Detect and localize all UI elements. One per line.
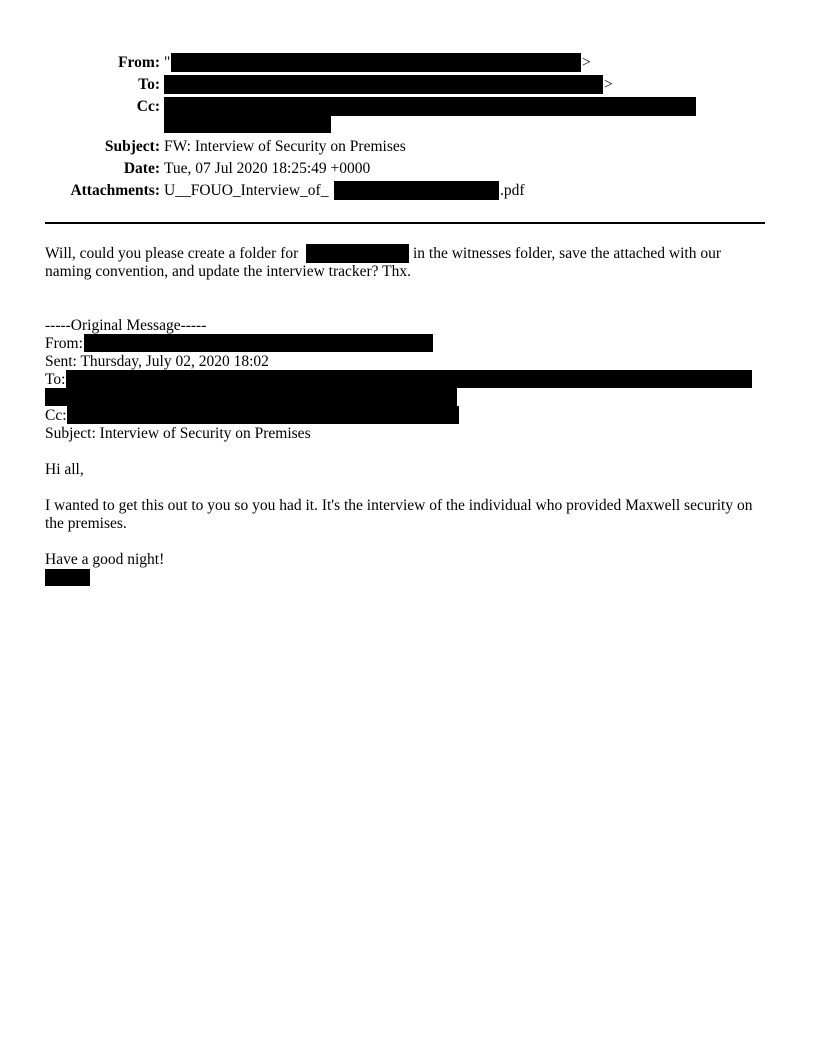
date-label: Date: — [123, 160, 160, 177]
cc-label: Cc: — [136, 98, 160, 115]
subject-value: FW: Interview of Security on Premises — [164, 138, 406, 155]
original-to-label: To: — [45, 371, 66, 388]
to-label: To: — [138, 76, 160, 93]
greeting: Hi all, — [45, 461, 84, 478]
original-from-label: From: — [45, 335, 83, 352]
attachment-redaction — [334, 181, 499, 200]
subject-label: Subject: — [104, 138, 160, 155]
body-line1-start: Will, could you please create a folder for — [45, 245, 299, 262]
body-line2: naming convention, and update the interview tracker? Thx. — [45, 263, 411, 280]
closing: Have a good night! — [45, 551, 165, 568]
original-separator: -----Original Message----- — [45, 317, 207, 334]
original-from-redaction — [84, 334, 433, 352]
cc-redaction-line1 — [164, 97, 696, 116]
attachments-label: Attachments: — [70, 182, 160, 199]
from-suffix: > — [582, 54, 591, 71]
from-prefix: " — [164, 54, 171, 71]
original-message: I wanted to get this out to you so you had it. It's the interview of the individual who provided Maxwell security on the premises. — [45, 497, 753, 532]
from-label: From: — [118, 54, 160, 71]
original-sent: Sent: Thursday, July 02, 2020 18:02 — [45, 353, 269, 370]
date-value: Tue, 07 Jul 2020 18:25:49 +0000 — [164, 160, 371, 177]
original-to-redaction-line1 — [66, 370, 752, 388]
cc-redaction-line2 — [164, 116, 331, 133]
original-subject: Subject: Interview of Security on Premises — [45, 425, 311, 442]
from-redaction — [171, 53, 581, 72]
signature-redaction — [45, 569, 90, 586]
header-divider — [45, 222, 765, 224]
to-suffix: > — [604, 76, 613, 93]
original-cc-label: Cc: — [45, 407, 67, 424]
body-name-redaction — [306, 244, 409, 263]
attachment-suffix: .pdf — [500, 182, 525, 199]
attachment-prefix: U__FOUO_Interview_of_ — [164, 182, 329, 199]
original-cc-redaction — [67, 406, 459, 424]
to-redaction — [164, 75, 603, 94]
original-to-redaction-line2 — [45, 388, 457, 406]
body-line1-end: in the witnesses folder, save the attached with our — [413, 245, 721, 262]
